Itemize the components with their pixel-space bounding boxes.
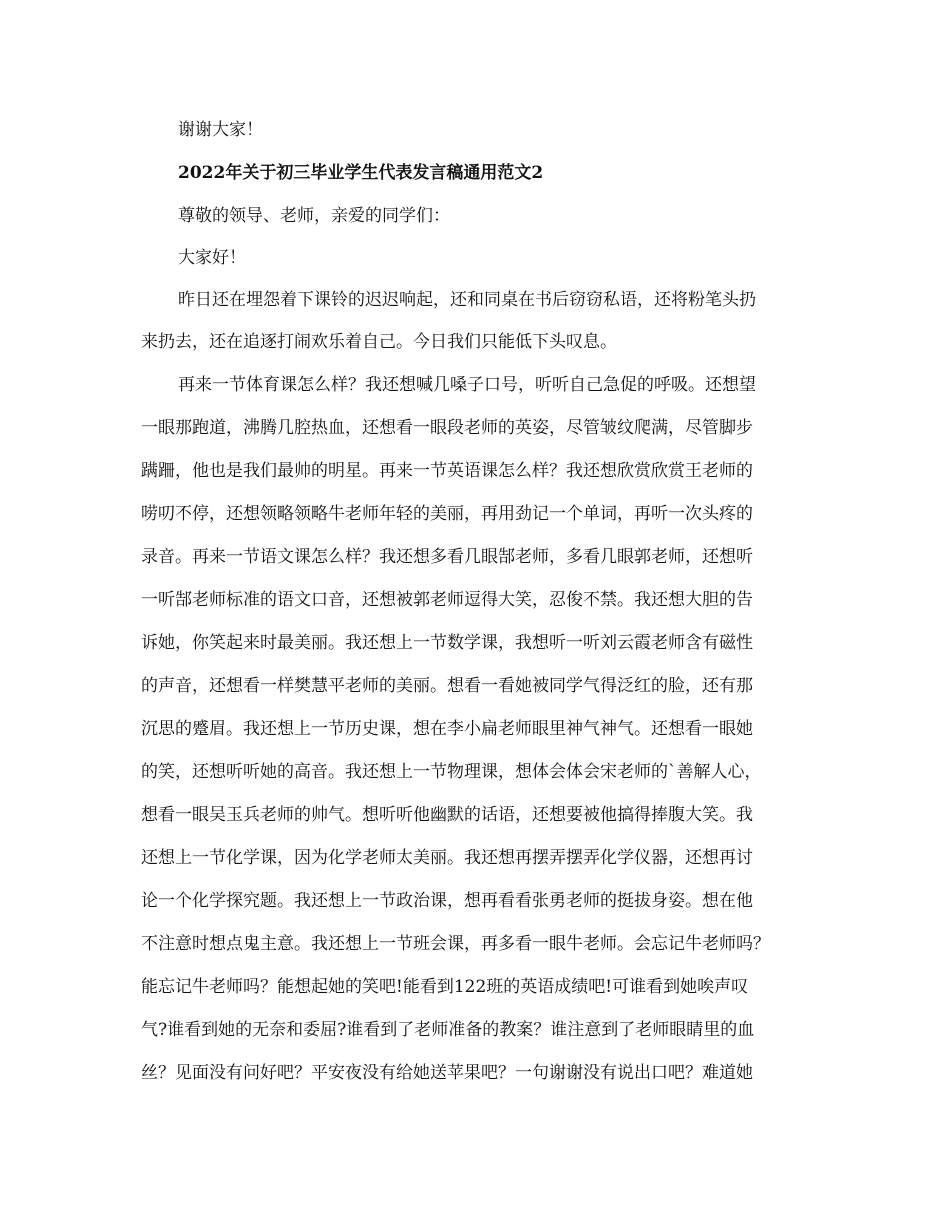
paragraph-line: 的声音，还想看一样樊慧平老师的美丽。想看一看她被同学气得泛红的脸，还有那 bbox=[141, 676, 753, 696]
paragraph-line: 丝？见面没有问好吧？平安夜没有给她送苹果吧？一句谢谢没有说出口吧？难道她 bbox=[141, 1063, 753, 1083]
paragraph-line: 还想上一节化学课，因为化学老师太美丽。我还想再摆弄摆弄化学仪器，还想再讨 bbox=[141, 848, 753, 868]
paragraph-line: 诉她，你笑起来时最美丽。我还想上一节数学课，我想听一听刘云霞老师含有磁性 bbox=[141, 633, 753, 653]
salutation-line: 尊敬的领导、老师，亲爱的同学们： bbox=[178, 206, 450, 226]
closing-line: 谢谢大家！ bbox=[178, 120, 263, 140]
paragraph-line: 想看一眼吴玉兵老师的帅气。想听听他幽默的话语，还想要被他搞得捧腹大笑。我 bbox=[141, 805, 753, 825]
paragraph-line: 唠叨不停，还想领略领略牛老师年轻的美丽，再用劲记一个单词，再听一次头疼的 bbox=[141, 504, 753, 524]
paragraph-line: 沉思的蹙眉。我还想上一节历史课，想在李小扁老师眼里神气神气。还想看一眼她 bbox=[141, 719, 753, 739]
paragraph-line: 来扔去，还在追逐打闹欢乐着自己。今日我们只能低下头叹息。 bbox=[141, 332, 617, 352]
paragraph-line: 论一个化学探究题。我还想上一节政治课，想再看看张勇老师的挺拔身姿。想在他 bbox=[141, 891, 753, 911]
paragraph-line: 能忘记牛老师吗？能想起她的笑吧!能看到122班的英语成绩吧!可谁看到她唉声叹 bbox=[141, 977, 749, 997]
document-heading: 2022年关于初三毕业学生代表发言稿通用范文2 bbox=[178, 163, 544, 183]
paragraph-line: 一眼那跑道，沸腾几腔热血，还想看一眼段老师的英姿，尽管皱纹爬满，尽管脚步 bbox=[141, 418, 753, 438]
paragraph-line: 气?谁看到她的无奈和委屈?谁看到了老师准备的教案？谁注意到了老师眼睛里的血 bbox=[141, 1020, 755, 1040]
paragraph-line: 一听郜老师标准的语文口音，还想被郭老师逗得大笑，忍俊不禁。我还想大胆的告 bbox=[141, 590, 753, 610]
paragraph-line: 昨日还在埋怨着下课铃的迟迟响起，还和同桌在书后窃窃私语，还将粉笔头扔 bbox=[178, 290, 756, 310]
paragraph-line: 录音。再来一节语文课怎么样？我还想多看几眼郜老师，多看几眼郭老师，还想听 bbox=[141, 547, 753, 567]
paragraph-line: 再来一节体育课怎么样？我还想喊几嗓子口号，听听自己急促的呼吸。还想望 bbox=[178, 375, 756, 395]
paragraph-line: 的笑，还想听听她的高音。我还想上一节物理课，想体会体会宋老师的`善解人心， bbox=[141, 762, 762, 782]
greeting-line: 大家好！ bbox=[178, 248, 246, 268]
paragraph-line: 蹒跚，他也是我们最帅的明星。再来一节英语课怎么样？我还想欣赏欣赏王老师的 bbox=[141, 461, 753, 481]
paragraph-line: 不注意时想点鬼主意。我还想上一节班会课，再多看一眼牛老师。会忘记牛老师吗？ bbox=[141, 934, 770, 954]
